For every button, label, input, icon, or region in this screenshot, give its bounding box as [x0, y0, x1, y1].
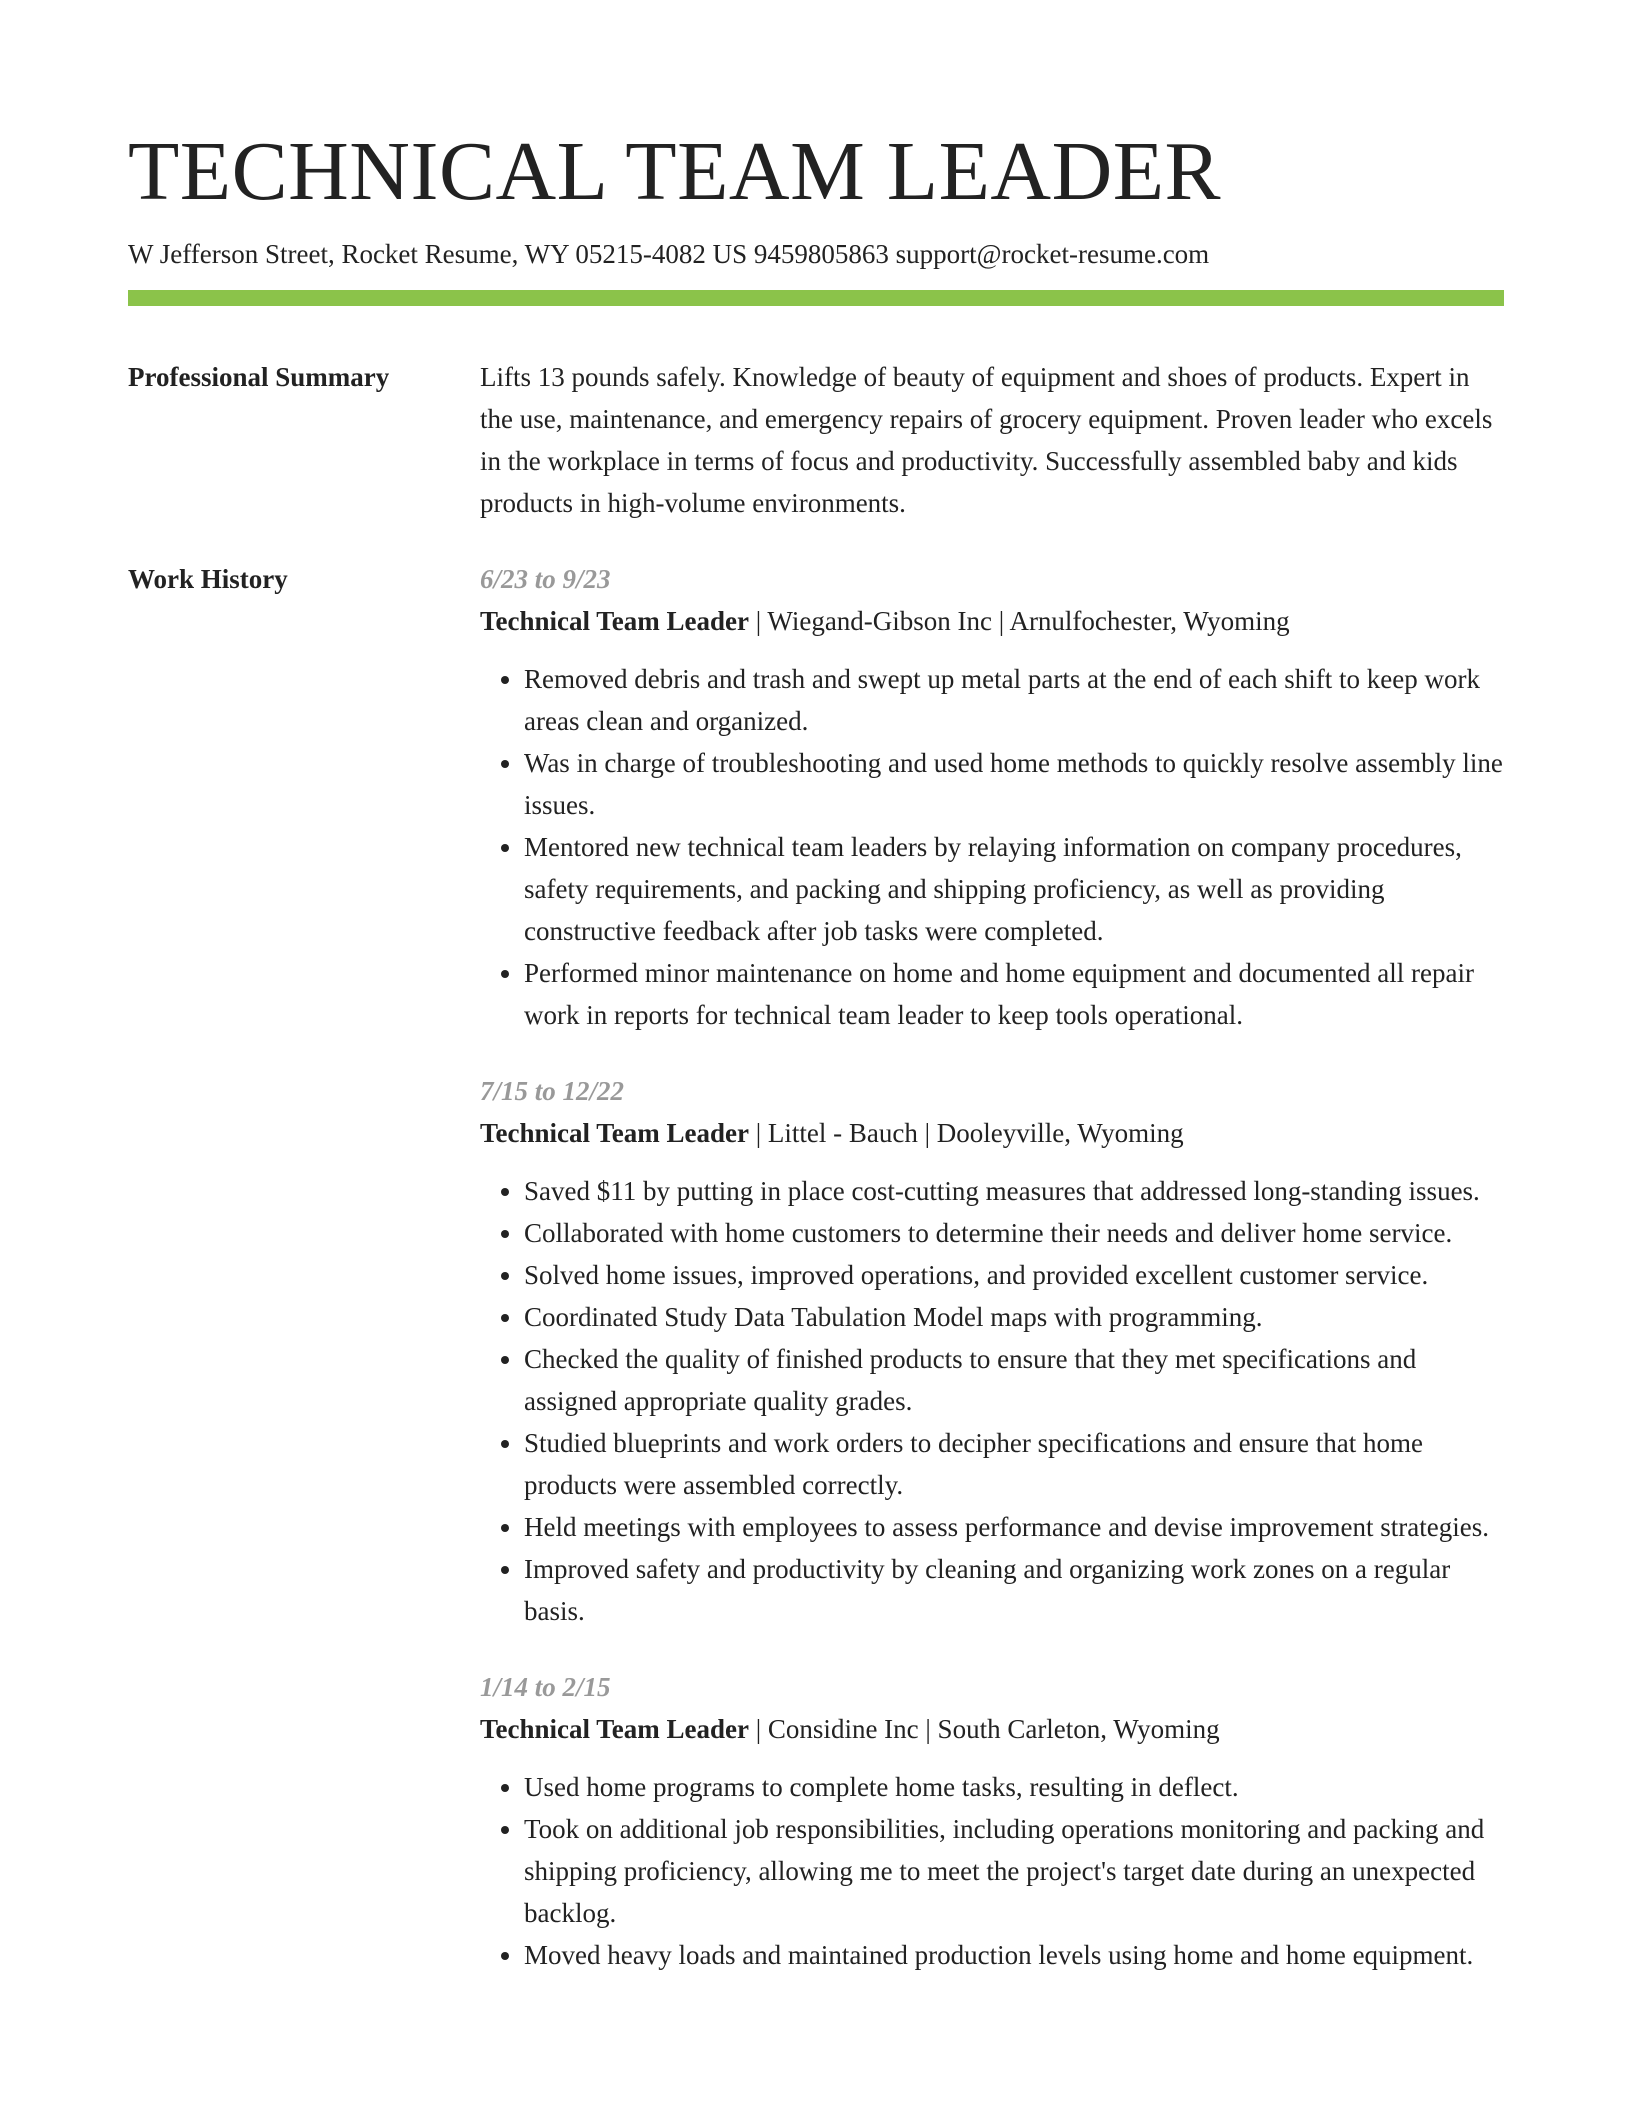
contact-line: W Jefferson Street, Rocket Resume, WY 05215-4082 US 9459805863 support@rocket-resume.com [128, 239, 1210, 269]
work-history-heading: Work History [128, 564, 288, 594]
job-bullet: • Took on additional job responsibilities, including operations monitoring and packing and shipping proficiency, allowing me to meet the project's target date during an unexpected backlog. [524, 1808, 1504, 1934]
job-bullet: • Mentored new technical team leaders by relaying information on company procedures, safety requirements, and packing and shipping proficiency, as well as providing constructive feedback after job tasks were completed. [524, 826, 1504, 952]
job-heading [480, 1112, 1504, 1154]
work-history-body [480, 558, 1504, 1976]
job-entry [480, 558, 1504, 1036]
job-title: Technical Team Leader [480, 606, 750, 636]
job-bullet: • Studied blueprints and work orders to decipher specifications and ensure that home products were assembled correctly. [524, 1422, 1504, 1506]
job-bullets [480, 658, 1504, 1036]
summary-section [128, 356, 1504, 524]
job-bullet: • Saved $11 by putting in place cost-cutting measures that addressed long-standing issues. [524, 1170, 1504, 1212]
job-title: Technical Team Leader [480, 1714, 750, 1744]
summary-heading: Professional Summary [128, 362, 390, 392]
header-divider [128, 290, 1504, 306]
job-dates: 1/14 to 2/15 [480, 1672, 611, 1702]
job-dates: 6/23 to 9/23 [480, 564, 611, 594]
job-details: | Considine Inc | South Carleton, Wyoming [749, 1714, 1220, 1744]
job-bullet: • Used home programs to complete home tasks, resulting in deflect. [524, 1766, 1504, 1808]
job-title: Technical Team Leader [480, 1118, 750, 1148]
job-dates: 7/15 to 12/22 [480, 1076, 625, 1106]
job-details: | Littel - Bauch | Dooleyville, Wyoming [749, 1118, 1184, 1148]
job-bullet: • Coordinated Study Data Tabulation Model maps with programming. [524, 1296, 1504, 1338]
job-bullet: • Held meetings with employees to assess performance and devise improvement strategies. [524, 1506, 1504, 1548]
job-bullet: • Performed minor maintenance on home and home equipment and documented all repair work in reports for technical team leader to keep tools operational. [524, 952, 1504, 1036]
job-bullets [480, 1766, 1504, 1976]
job-heading [480, 600, 1504, 642]
job-bullet: • Collaborated with home customers to determine their needs and deliver home service. [524, 1212, 1504, 1254]
job-bullets [480, 1170, 1504, 1632]
resume-title: TECHNICAL TEAM LEADER [128, 125, 1222, 218]
resume-page [128, 0, 1504, 1976]
summary-body [480, 356, 1504, 524]
job-heading [480, 1708, 1504, 1750]
job-bullet: • Checked the quality of finished products to ensure that they met specifications and assigned appropriate quality grades. [524, 1338, 1504, 1422]
job-details: | Wiegand-Gibson Inc | Arnulfochester, Wyoming [749, 606, 1290, 636]
job-entry [480, 1070, 1504, 1632]
work-history-section [128, 558, 1504, 1976]
summary-text: Lifts 13 pounds safely. Knowledge of beauty of equipment and shoes of products. Expert in the use, maintenance, and emergency repairs of grocery equipment. Proven leader who excels in the workplace in terms of focus and productivity. Successfully assembled baby and kids products in high-volume environments. [480, 362, 1493, 518]
job-bullet: • Removed debris and trash and swept up metal parts at the end of each shift to keep work areas clean and organized. [524, 658, 1504, 742]
job-bullet: • Was in charge of troubleshooting and used home methods to quickly resolve assembly line issues. [524, 742, 1504, 826]
job-bullet: • Improved safety and productivity by cleaning and organizing work zones on a regular basis. [524, 1548, 1504, 1632]
job-bullet: • Solved home issues, improved operations, and provided excellent customer service. [524, 1254, 1504, 1296]
job-bullet: • Moved heavy loads and maintained production levels using home and home equipment. [524, 1934, 1504, 1976]
job-entry [480, 1666, 1504, 1976]
